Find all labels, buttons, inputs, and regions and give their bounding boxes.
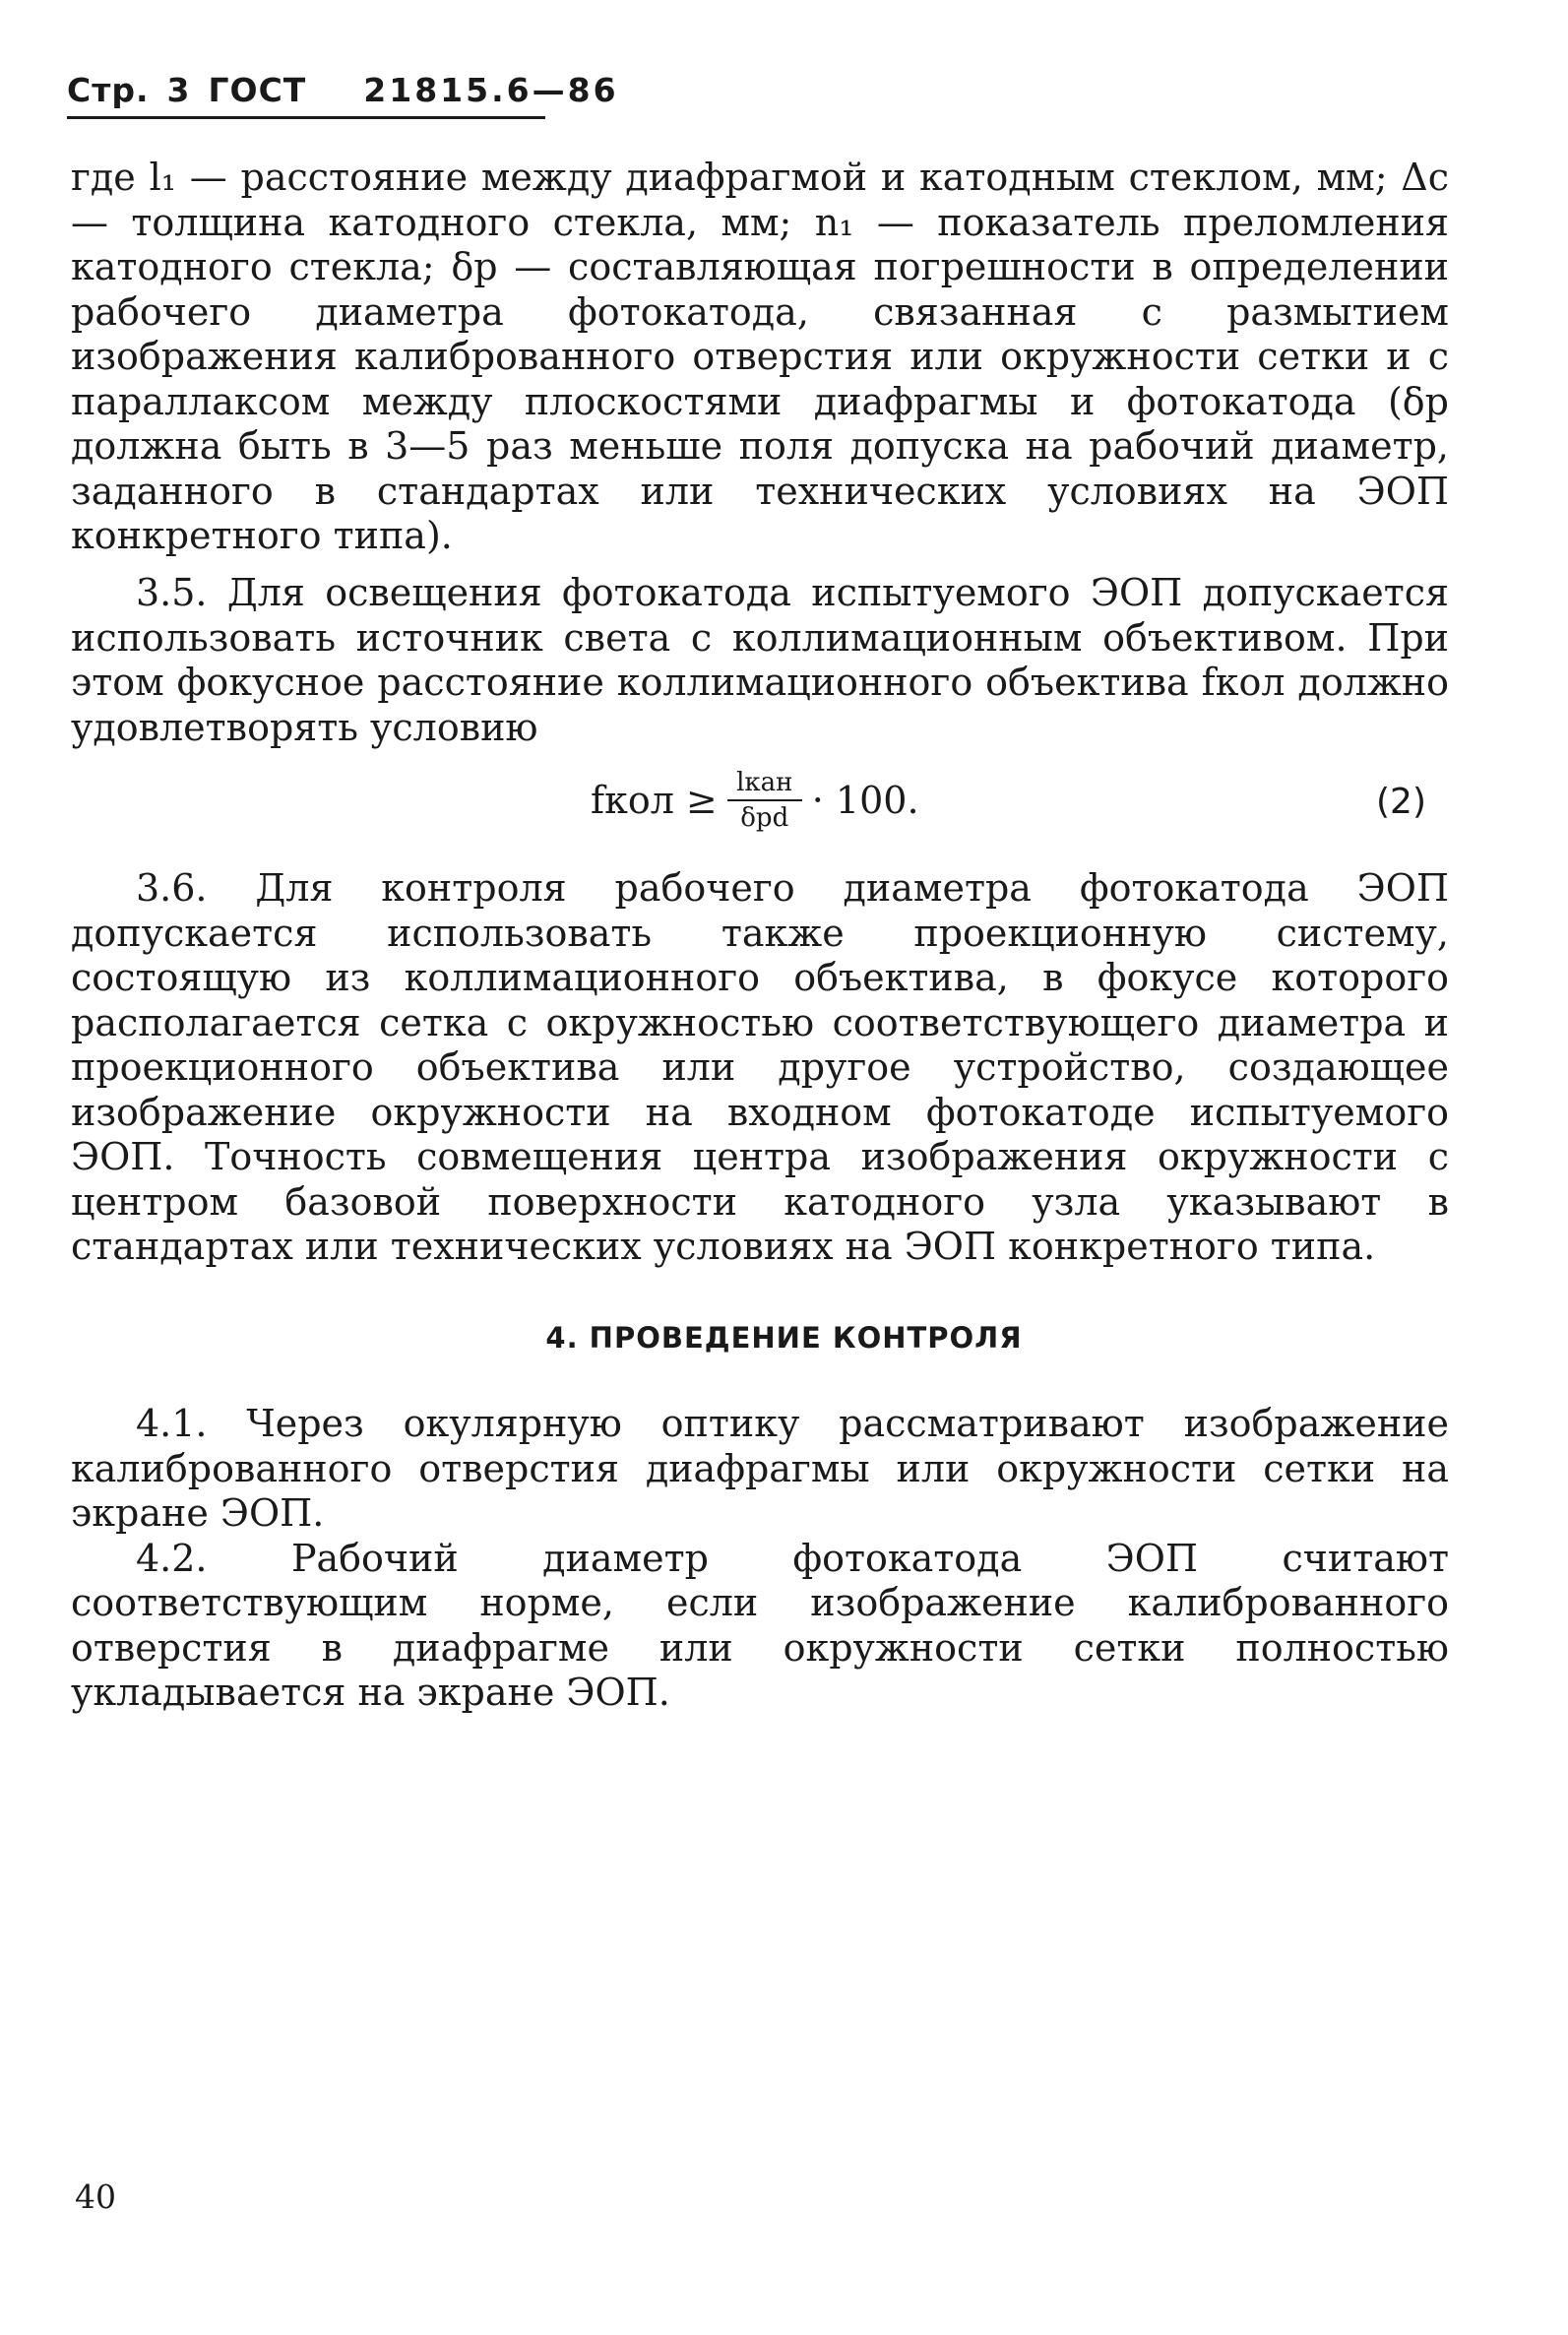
section-4-body	[71, 1402, 1449, 1716]
section-4-title: 4. ПРОВЕДЕНИЕ КОНТРОЛЯ	[545, 1321, 1023, 1355]
page-header	[67, 71, 637, 109]
clause-3-6: 3.6. Для контроля рабочего диаметра фотокатода ЭОП допускается использовать также проекционную систему, состоящую из коллимационного объектива, в фокусе которого располагается сетка с окружностью соответствующего диаметра и проекционного объектива или другое устройство, создающее изображение окружности на входном фотокатоде испытуемого ЭОП. Точность совмещения центра изображения окружности с центром базовой поверхности катодного узла указывают в стандартах или технических условиях на ЭОП конкретного типа.	[71, 866, 1449, 1268]
clause-4-2: 4.2. Рабочий диаметр фотокатода ЭОП считают соответствующим норме, если изображение калиброванного отверстия в диафрагме или окружности сетки полностью укладывается на экране ЭОП.	[71, 1536, 1449, 1714]
formula-2	[591, 768, 919, 833]
fraction-bar	[727, 799, 802, 801]
formula-lhs: fкол ≥	[591, 779, 718, 822]
formula-denominator: δрd	[740, 803, 789, 833]
clause-3-5-block	[71, 571, 1449, 750]
clause-3-5: 3.5. Для освещения фотокатода испытуемого ЭОП допускается использовать источник света с коллимационным объективом. При этом фокусное расстояние коллимационного объектива fкол должно удовлетворять условию	[71, 571, 1449, 749]
intro-paragraph: где l₁ — расстояние между диафрагмой и катодным стеклом, мм; Δc — толщина катодного стекла, мм; n₁ — показатель преломления катодного стекла; δр — составляющая погрешности в определении рабочего диаметра фотокатода, связанная с размытием изображения калиброванного отверстия или окружности сетки и с параллаксом между плоскостями диафрагмы и фотокатода (δр должна быть в 3—5 раз меньше поля допуска на рабочий диаметр, заданного в стандартах или технических условиях на ЭОП конкретного типа).	[71, 156, 1449, 557]
page-label: Стр.	[67, 71, 150, 109]
standard-label: ГОСТ	[208, 71, 307, 109]
page-number: 40	[75, 2177, 116, 2216]
formula-numerator: lкaн	[736, 768, 793, 797]
formula-rhs: · 100.	[811, 779, 919, 822]
header-rule	[67, 116, 545, 119]
page-num: 3	[166, 71, 191, 109]
clause-4-1: 4.1. Через окулярную оптику рассматривают изображение калиброванного отверстия диафрагмы или окружности сетки на экране ЭОП.	[71, 1402, 1449, 1535]
equation-number: (2)	[1376, 782, 1426, 822]
standard-number: 21815.6—86	[363, 71, 619, 109]
clause-3-6-block	[71, 866, 1449, 1270]
formula-fraction	[727, 768, 802, 833]
intro-paragraph-block	[71, 156, 1449, 559]
